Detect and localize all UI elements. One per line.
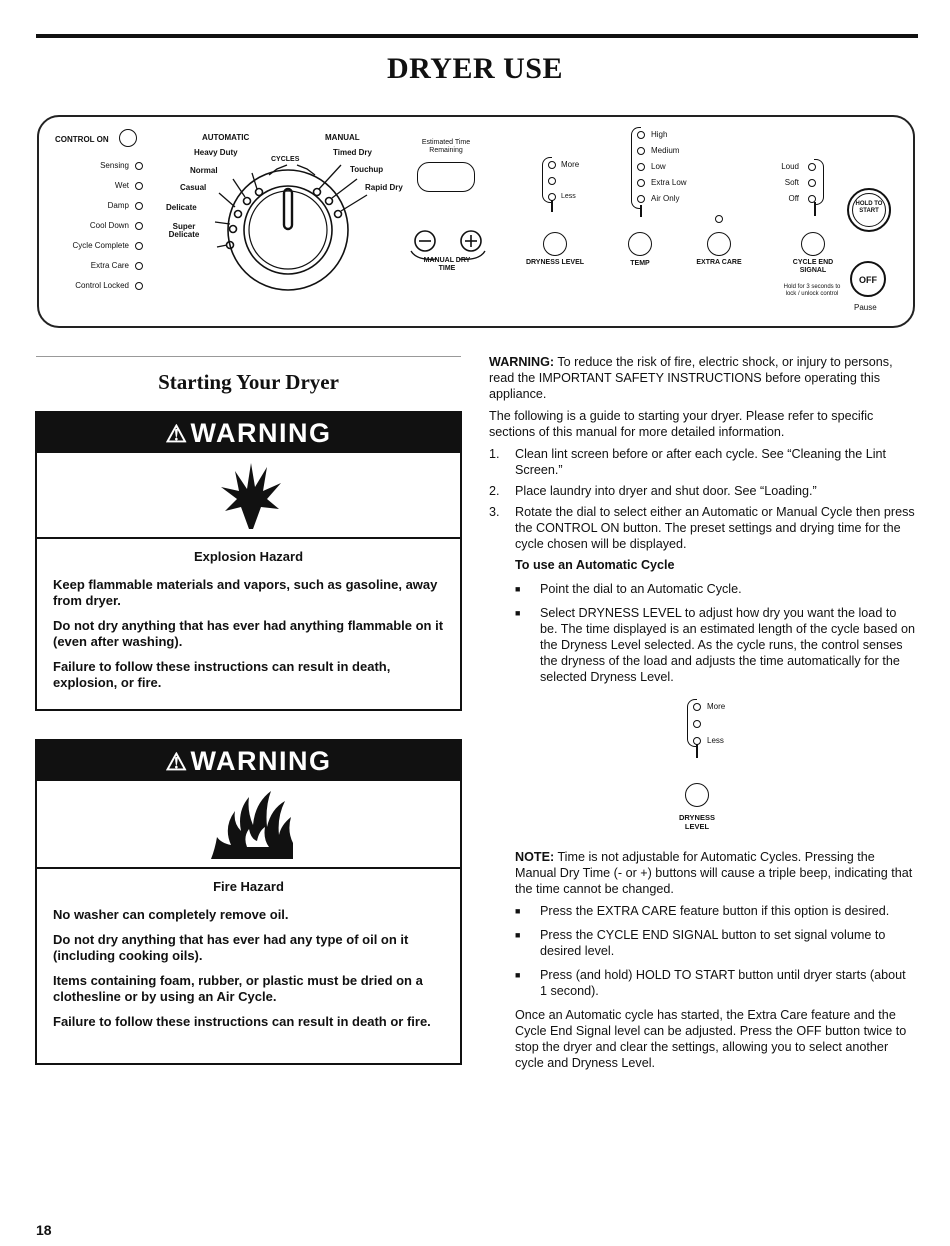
manual-label: MANUAL	[325, 133, 360, 142]
warning-line: Keep flammable materials and vapors, such as gasoline, away from dryer.	[53, 577, 438, 608]
indicator-led	[808, 195, 816, 203]
status-light: Wet	[49, 181, 143, 201]
temp-connector	[640, 205, 642, 217]
indicator-led	[693, 720, 701, 728]
signal-off: Off	[788, 194, 799, 203]
status-light: Cool Down	[49, 221, 143, 241]
top-rule	[36, 34, 918, 38]
dryness-level-label: DRYNESS LEVEL	[525, 259, 585, 266]
section-heading: Starting Your Dryer	[158, 370, 339, 394]
cycle-touchup: Touchup	[350, 165, 384, 174]
indicator-led	[637, 131, 645, 139]
status-light: Damp	[49, 201, 143, 221]
intro-paragraph: The following is a guide to starting your dryer. Please refer to specific sections of this manual for more detailed information.	[489, 409, 874, 439]
cycle-normal: Normal	[190, 166, 218, 175]
warning-header	[37, 413, 460, 453]
cycle-timed-dry: Timed Dry	[333, 148, 372, 157]
indicator-led	[135, 182, 143, 190]
cycle-end-signal-label: CYCLE END SIGNAL	[792, 259, 834, 274]
temp-low: Low	[651, 162, 666, 171]
bullet-item: ■ Press the EXTRA CARE feature button if this option is desired.	[515, 904, 890, 918]
estimated-time-label: Estimated Time Remaining	[421, 139, 471, 154]
indicator-led	[135, 162, 143, 170]
warning-word: WARNING	[190, 746, 332, 776]
temp-button	[628, 232, 652, 256]
temp-extra-low: Extra Low	[651, 178, 687, 187]
automatic-label: AUTOMATIC	[202, 133, 250, 142]
cycle-rapid-dry: Rapid Dry	[365, 183, 403, 192]
off-label: OFF	[859, 275, 877, 285]
dryness-less: Less	[707, 736, 724, 745]
indicator-led	[637, 147, 645, 155]
pause-label: Pause	[854, 303, 877, 312]
indicator-led	[808, 179, 816, 187]
dryness-level-button	[543, 232, 567, 256]
hold-to-start-button	[847, 188, 891, 232]
dryness-level-label: DRYNESS LEVEL	[679, 813, 715, 831]
indicator-led	[135, 282, 143, 290]
note-lead: NOTE:	[515, 850, 555, 864]
page-number: 18	[36, 1222, 52, 1238]
right-column	[489, 354, 915, 1077]
cycle-heavy-duty: Heavy Duty	[194, 148, 238, 157]
status-light: Extra Care	[49, 261, 143, 281]
fire-icon-area	[37, 781, 460, 869]
cycles-label: CYCLES	[271, 156, 300, 163]
indicator-led	[548, 177, 556, 185]
step-item: 3. Rotate the dial to select either an Automatic or Manual Cycle then press the CONTROL ON button. The preset settings and drying time for the cycle chosen will be displayed.	[489, 505, 915, 551]
control-panel-illustration	[37, 115, 915, 328]
fire-warning-box	[35, 739, 462, 1065]
bullet-item: ■ Point the dial to an Automatic Cycle.	[515, 582, 742, 596]
warning-triangle-icon: ⚠	[165, 749, 189, 776]
page-title: DRYER USE	[387, 52, 563, 85]
status-lights	[49, 161, 143, 301]
bullet-item: ■ Select DRYNESS LEVEL to adjust how dry you want the load to be. The time displayed is an estimated length of the cycle based on the Dryness Level selected. As the cycle runs, the control senses the dryness of the load and adjusts the time automatically for the selected Dryness Level.	[515, 606, 916, 684]
warning-triangle-icon: ⚠	[165, 421, 189, 448]
warning-body	[37, 869, 460, 1049]
dryness-more: More	[707, 702, 726, 711]
warning-line: Do not dry anything that has ever had anything flammable on it (even after washing).	[53, 618, 444, 649]
warning-word: WARNING	[190, 418, 332, 448]
indicator-led	[135, 222, 143, 230]
status-light: Sensing	[49, 161, 143, 181]
extra-care-label: EXTRA CARE	[696, 259, 742, 266]
cycle-end-signal-button	[801, 232, 825, 256]
cycle-delicate: Delicate	[166, 203, 197, 212]
hazard-title: Fire Hazard	[213, 879, 284, 894]
temp-medium: Medium	[651, 146, 680, 155]
indicator-led	[135, 262, 143, 270]
signal-loud: Loud	[781, 162, 799, 171]
explosion-warning-box	[35, 411, 462, 711]
temp-label: TEMP	[630, 260, 650, 267]
step-item: 2. Place laundry into dryer and shut door. See “Loading.”	[489, 484, 817, 498]
indicator-led	[808, 163, 816, 171]
indicator-led	[135, 242, 143, 250]
bullet-item: ■ Press (and hold) HOLD TO START button until dryer starts (about 1 second).	[515, 968, 906, 998]
warning-header	[37, 741, 460, 781]
step-item: 1. Clean lint screen before or after each cycle. See “Cleaning the Lint Screen.”	[489, 447, 887, 477]
indicator-led	[548, 193, 556, 201]
control-on-button	[119, 129, 137, 147]
indicator-led	[548, 161, 556, 169]
automatic-cycle-subheading: To use an Automatic Cycle	[515, 558, 675, 572]
indicator-led	[637, 179, 645, 187]
indicator-led	[693, 703, 701, 711]
status-light: Cycle Complete	[49, 241, 143, 261]
warning-line: Do not dry anything that has ever had any type of oil on it (including cooking oils).	[53, 932, 409, 963]
control-on-label: CONTROL ON	[55, 135, 109, 144]
explosion-icon-area	[37, 453, 460, 539]
dryness-level-diagram	[489, 693, 915, 849]
safety-warning-paragraph	[489, 354, 915, 402]
explosion-icon	[219, 461, 283, 531]
status-light: Control Locked	[49, 281, 143, 301]
warning-line: Failure to follow these instructions can result in death or fire.	[53, 1014, 431, 1029]
warning-text: To reduce the risk of fire, electric shock, or injury to persons, read the IMPORTANT SAFETY INSTRUCTIONS before operating this appliance.	[489, 355, 893, 401]
fire-icon	[207, 787, 297, 861]
extra-care-button	[707, 232, 731, 256]
indicator-led	[693, 737, 701, 745]
cycle-casual: Casual	[180, 183, 207, 192]
hold-to-start-label: HOLD TO START	[855, 201, 883, 214]
cycle-super-delicate: Super Delicate	[168, 222, 200, 239]
temp-high: High	[651, 130, 668, 139]
dryness-less: Less	[561, 193, 576, 200]
time-display	[417, 162, 475, 192]
note-text: Time is not adjustable for Automatic Cycles. Pressing the Manual Dry Time (- or +) buttons will cause a triple beep, indicating that the time cannot be changed.	[515, 850, 913, 896]
signal-connector	[814, 202, 816, 216]
off-button	[850, 261, 886, 297]
dryness-level-button	[685, 783, 709, 807]
dryness-connector	[551, 200, 553, 212]
hold-note: Hold for 3 seconds to lock / unlock control	[783, 284, 841, 297]
indicator-led	[715, 215, 723, 223]
warning-body	[37, 539, 460, 710]
warning-line: No washer can completely remove oil.	[53, 907, 289, 922]
warning-line: Failure to follow these instructions can result in death, explosion, or fire.	[53, 659, 391, 690]
indicator-led	[637, 195, 645, 203]
section-rule	[36, 356, 461, 357]
warning-line: Items containing foam, rubber, or plastic must be dried on a clothesline or by using an Air Cycle.	[53, 973, 423, 1004]
indicator-led	[637, 163, 645, 171]
bullet-item: ■ Press the CYCLE END SIGNAL button to set signal volume to desired level.	[515, 928, 886, 958]
manual-dry-time-label: MANUAL DRY TIME	[423, 257, 471, 272]
signal-soft: Soft	[784, 178, 799, 187]
warning-lead: WARNING:	[489, 355, 555, 369]
temp-air-only: Air Only	[651, 194, 680, 203]
indicator-led	[135, 202, 143, 210]
hazard-title: Explosion Hazard	[193, 549, 304, 564]
note-paragraph	[515, 849, 915, 897]
closing-paragraph: Once an Automatic cycle has started, the Extra Care feature and the Cycle End Signal level can be adjusted. Press the OFF button twice to stop the dryer and clear the settings, allowing you to select another cycle and Dryness Level.	[515, 1008, 907, 1070]
dryness-more: More	[561, 160, 580, 169]
